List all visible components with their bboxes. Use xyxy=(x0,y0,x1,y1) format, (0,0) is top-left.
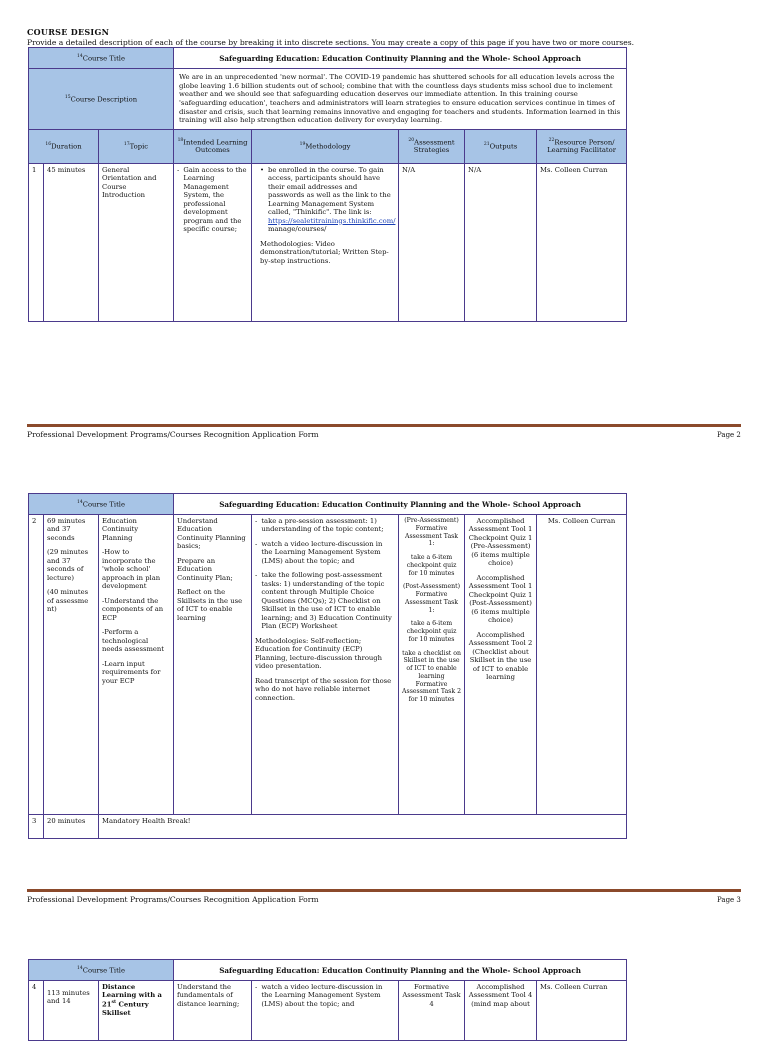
course-title: Safeguarding Education: Education Continuity Planning and the Whole- School Approach xyxy=(174,48,627,69)
header-outputs: $^{21}$Outputs xyxy=(465,129,537,163)
table-row xyxy=(29,981,627,1041)
row-number: 4 xyxy=(29,981,44,1041)
page-number: Page 2 xyxy=(717,431,741,439)
table-row xyxy=(29,163,627,321)
course-title-label: $^{14}$Course Title xyxy=(29,494,174,515)
section-instructions: Provide a detailed description of each of the course by breaking it into discrete sections. You may create a copy of this page if you have two or more courses. xyxy=(27,38,635,47)
course-table-page-3 xyxy=(28,959,627,1041)
outputs-cell: Accomplished Assessment Tool 4 (mind map about xyxy=(465,981,537,1041)
row-number: 1 xyxy=(29,163,44,321)
course-title: Safeguarding Education: Education Continuity Planning and the Whole- School Approach xyxy=(174,494,627,515)
assessment-cell: (Pre-Assessment) Formative Assessment Task 1: take a 6-item checkpoint quiz for 10 minutes (Post-Assessment) Formative Assessment Task 1: take a 6-item checkpoint quiz for 10 minutes take a checklist on Skillset in the use of ICT to enable learning Formative Assessment Task 2 for 10 minutes xyxy=(399,515,465,815)
methodology-cell: - watch a video lecture-discussion in the Learning Management System (LMS) about the topic; and xyxy=(252,981,399,1041)
resource-cell: Ms. Colleen Curran xyxy=(537,163,627,321)
outcome-cell: Understand the fundamentals of distance learning; xyxy=(174,981,252,1041)
header-resource: $^{22}$Resource Person/ Learning Facilitator xyxy=(537,129,627,163)
row-number: 2 xyxy=(29,515,44,815)
header-methodology: $^{19}$Methodology xyxy=(252,129,399,163)
outputs-cell: Accomplished Assessment Tool 1 Checkpoint Quiz 1 (Pre-Assessment) (6 items multiple choice) Accomplished Assessment Tool 1 Checkpoint Quiz 1 (Post-Assessment) (6 items multiple choice) Accomplished Assessment Tool 2 (Checklist about Skillset in the use of ICT to enable learning xyxy=(465,515,537,815)
course-description-label: $^{15}$Course Description xyxy=(29,69,174,130)
topic-cell: Education Continuity Planning -How to incorporate the 'whole school' approach in plan development -Understand the components of an ECP -Perform a technological needs assessment -Learn input requirements for your ECP xyxy=(99,515,174,815)
outputs-cell: N/A xyxy=(465,163,537,321)
course-table-page-2 xyxy=(28,493,627,839)
course-table-page-1 xyxy=(28,47,627,322)
methodology-cell: • be enrolled in the course. To gain access, participants should have their email addresses and passwords as well as the link to the Learning Management System called, "Thinkific". The link is: https://sealetitrainings.thinkific.com/ manage/courses/ Methodologies: Video demonstration/tutorial; Written Step-by-step instructions. xyxy=(252,163,399,321)
header-duration: $^{16}$Duration xyxy=(29,129,99,163)
table-row xyxy=(29,815,627,839)
footer-form-name: Professional Development Programs/Courses Recognition Application Form xyxy=(27,430,319,439)
header-assessment: $^{20}$Assessment Strategies xyxy=(399,129,465,163)
header-outcomes: $^{18}$Intended Learning Outcomes xyxy=(174,129,252,163)
duration-cell: 113 minutes and 14 xyxy=(44,981,99,1041)
footer-form-name: Professional Development Programs/Courses Recognition Application Form xyxy=(27,895,319,904)
course-description: We are in an unprecedented 'new normal'. The COVID-19 pandemic has shuttered schools for all education levels across the globe leaving 1.6 billion students out of school; combine that with the countless days students miss school due to inclement weather and we should see that safeguarding education deserves our immediate attention. In this training course 'safeguarding education', teachers and administrators will learn strategies to ensure education services continue in times of disaster and crisis, such that learning remains innovative and engaging for teachers and students. Information learned in this training will also help strengthen education delivery for everyday learning. xyxy=(174,69,627,130)
resource-cell: Ms. Colleen Curran xyxy=(537,515,627,815)
header-topic: $^{17}$Topic xyxy=(99,129,174,163)
course-title-label: $^{14}$Course Title xyxy=(29,48,174,69)
page-number: Page 3 xyxy=(717,896,741,904)
methodology-cell: - take a pre-session assessment: 1) understanding of the topic content; - watch a video lecture-discussion in the Learning Management System (LMS) about the topic; and - take the following post-assessment tasks: 1) understanding of the topic content through Multiple Choice Questions (MCQs); 2) Checklist on Skillset in the use of ICT to enable learning; and 3) Education Continuity Plan (ECP) Worksheet Methodologies: Self-reflection; Education for Continuity (ECP) Planning, lecture-discussion through video presentation. Read transcript of the session for those who do not have reliable internet connection. xyxy=(252,515,399,815)
outcome-cell: Understand Education Continuity Planning basics; Prepare an Education Continuity Plan; Reflect on the Skillsets in the use of ICT to enable learning xyxy=(174,515,252,815)
footer-rule xyxy=(27,424,741,427)
topic-cell: General Orientation and Course Introduction xyxy=(99,163,174,321)
resource-cell: Ms. Colleen Curran xyxy=(537,981,627,1041)
assessment-cell: N/A xyxy=(399,163,465,321)
duration-cell: 20 minutes xyxy=(44,815,99,839)
course-title: Safeguarding Education: Education Continuity Planning and the Whole- School Approach xyxy=(174,960,627,981)
lms-link[interactable]: https://sealetitrainings.thinkific.com/ xyxy=(268,216,396,225)
section-title: COURSE DESIGN xyxy=(27,27,110,37)
table-row xyxy=(29,515,627,815)
break-cell: Mandatory Health Break! xyxy=(99,815,627,839)
course-title-label: $^{14}$Course Title xyxy=(29,960,174,981)
row-number: 3 xyxy=(29,815,44,839)
outcome-cell: - Gain access to the Learning Management System, the professional development program and the specific course; xyxy=(174,163,252,321)
topic-cell: Distance Learning with a 21st Century Skillset xyxy=(99,981,174,1041)
duration-cell: 45 minutes xyxy=(44,163,99,321)
footer-rule xyxy=(27,889,741,892)
assessment-cell: Formative Assessment Task 4 xyxy=(399,981,465,1041)
duration-cell: 69 minutes and 37 seconds (29 minutes and 37 seconds of lecture) (40 minutes of assessme nt) xyxy=(44,515,99,815)
